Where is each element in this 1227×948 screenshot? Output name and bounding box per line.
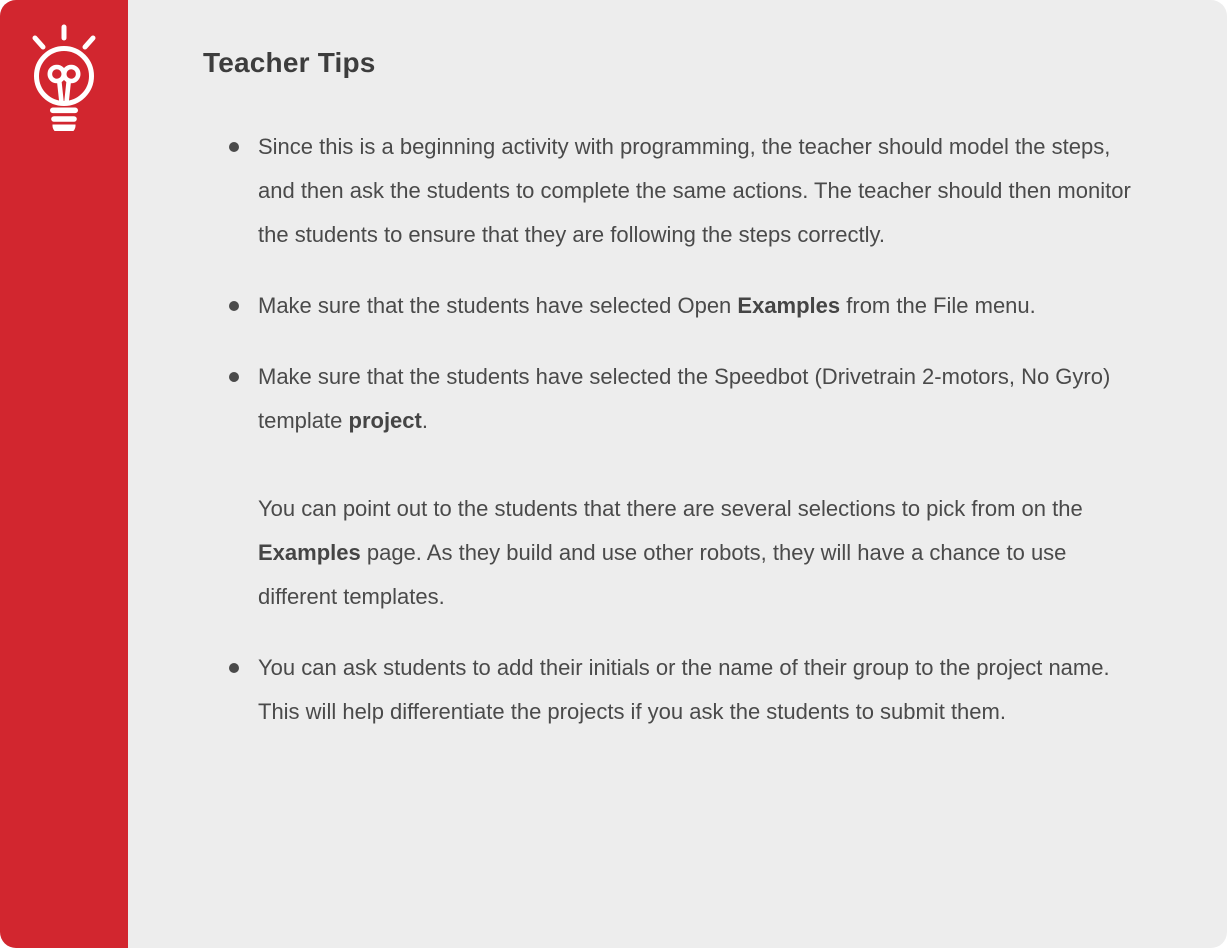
plain-text: Since this is a beginning activity with programming, the teacher should model the steps, and then ask the students to complete the same actions. The teacher should then monitor the students to ensure that they are following the steps correctly.	[258, 134, 1131, 247]
bullet-marker	[229, 301, 239, 311]
bullet-marker	[229, 142, 239, 152]
tip-accent-sidebar	[0, 0, 128, 948]
lightbulb-icon	[26, 21, 102, 131]
plain-text: page. As they build and use other robots, they will have a chance to use different templates.	[258, 540, 1067, 609]
tip-item	[203, 487, 1145, 619]
tip-item	[203, 284, 1145, 328]
plain-text: You can ask students to add their initials or the name of their group to the project name. This will help differentiate the projects if you ask the students to submit them.	[258, 655, 1110, 724]
plain-text: You can point out to the students that there are several selections to pick from on the	[258, 496, 1083, 521]
tip-text	[258, 496, 1083, 609]
bold-text: Examples	[737, 293, 841, 318]
tip-item	[203, 355, 1145, 443]
tip-text	[258, 293, 1036, 318]
tip-text	[258, 655, 1110, 724]
tip-item	[203, 646, 1145, 734]
tip-text	[258, 364, 1110, 433]
plain-text: from the File menu.	[840, 293, 1036, 318]
plain-text: Make sure that the students have selected the Speedbot (Drivetrain 2-motors, No Gyro) template	[258, 364, 1111, 433]
bullet-marker	[229, 663, 239, 673]
plain-text: Make sure that the students have selected Open	[258, 293, 738, 318]
tip-text	[258, 134, 1131, 247]
plain-text: .	[421, 408, 428, 433]
bullet-marker	[229, 372, 239, 382]
bold-text: project	[348, 408, 422, 433]
tip-content	[128, 0, 1227, 948]
page-title: Teacher Tips	[203, 47, 376, 78]
bold-text: Examples	[258, 540, 361, 565]
tip-item	[203, 125, 1145, 257]
tips-list	[203, 125, 1145, 734]
